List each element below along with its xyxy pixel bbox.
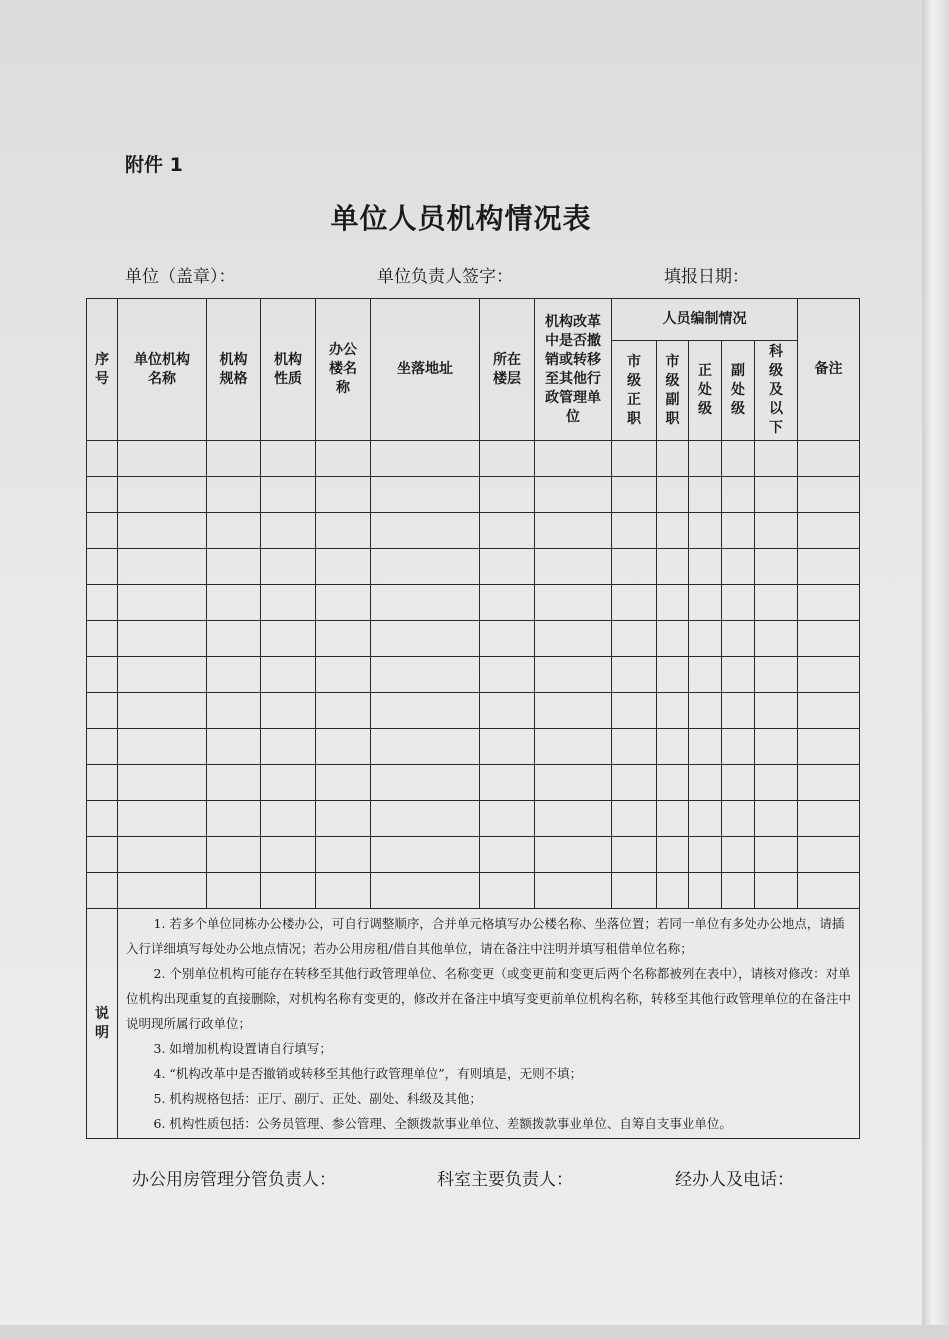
unit-seal-label: 单位（盖章）：	[125, 267, 236, 287]
table-row	[87, 765, 860, 801]
table-cell[interactable]	[371, 621, 480, 657]
table-row	[87, 801, 860, 837]
table-cell[interactable]	[87, 801, 118, 837]
table-cell[interactable]	[207, 693, 261, 729]
table-cell[interactable]	[316, 477, 371, 513]
table-cell[interactable]	[316, 549, 371, 585]
header-remarks: 备注	[798, 299, 860, 441]
table-cell[interactable]	[261, 729, 316, 765]
table-cell[interactable]	[657, 657, 689, 693]
header-address: 坐落地址	[371, 299, 480, 441]
note-item: 5. 机构规格包括：正厅、副厅、正处、副处、科级及其他；	[153, 1091, 482, 1106]
table-cell[interactable]	[689, 621, 722, 657]
table-cell[interactable]	[722, 477, 755, 513]
table-cell[interactable]	[657, 513, 689, 549]
table-cell[interactable]	[87, 837, 118, 873]
note-item: 1. 若多个单位同栋办公楼办公，可自行调整顺序，合并单元格填写办公楼名称、坐落位置；若同一单位有多处办公地点，请插入行详细填写每处办公地点情况；若办公用房租/借自其他单位，请在备注中注明并填写租借单位名称；	[126, 916, 845, 956]
table-cell[interactable]	[755, 513, 798, 549]
table-row	[87, 549, 860, 585]
table-row	[87, 729, 860, 765]
table-cell[interactable]	[118, 513, 207, 549]
table-cell[interactable]	[480, 657, 535, 693]
table-cell[interactable]	[689, 765, 722, 801]
table-cell[interactable]	[261, 477, 316, 513]
table-cell[interactable]	[657, 477, 689, 513]
header-unit-name: 单位机构名称	[118, 299, 207, 441]
table-cell[interactable]	[722, 513, 755, 549]
table-cell[interactable]	[755, 801, 798, 837]
table-cell[interactable]	[316, 837, 371, 873]
table-row	[87, 441, 860, 477]
notes-label: 说明	[87, 909, 118, 1139]
notes-content	[118, 909, 860, 1139]
table-cell[interactable]	[798, 729, 860, 765]
header-floor: 所在楼层	[480, 299, 535, 441]
header-staffing-sub: 正处级	[689, 341, 722, 441]
table-cell[interactable]	[798, 801, 860, 837]
page-title: 单位人员机构情况表	[330, 202, 592, 235]
table-cell[interactable]	[480, 477, 535, 513]
table-cell[interactable]	[118, 477, 207, 513]
table-cell[interactable]	[207, 837, 261, 873]
table-cell[interactable]	[118, 585, 207, 621]
table-row	[87, 873, 860, 909]
table-cell[interactable]	[118, 693, 207, 729]
table-cell[interactable]	[722, 801, 755, 837]
table-cell[interactable]	[612, 513, 657, 549]
table-cell[interactable]	[207, 801, 261, 837]
table-cell[interactable]	[798, 621, 860, 657]
table-cell[interactable]	[798, 549, 860, 585]
table-cell[interactable]	[755, 693, 798, 729]
handler-phone-label: 经办人及电话：	[675, 1170, 794, 1190]
table-cell[interactable]	[316, 621, 371, 657]
table-cell[interactable]	[689, 477, 722, 513]
table-cell[interactable]	[87, 873, 118, 909]
table-cell[interactable]	[612, 837, 657, 873]
paper-bottom-edge	[0, 1325, 949, 1339]
table-cell[interactable]	[612, 657, 657, 693]
table-cell[interactable]	[657, 585, 689, 621]
table-cell[interactable]	[87, 513, 118, 549]
table-cell[interactable]	[755, 729, 798, 765]
table-cell[interactable]	[316, 585, 371, 621]
table-cell[interactable]	[689, 441, 722, 477]
table-cell[interactable]	[118, 729, 207, 765]
header-nature: 机构性质	[261, 299, 316, 441]
table-cell[interactable]	[535, 729, 612, 765]
table-cell[interactable]	[87, 585, 118, 621]
office-manager-label: 办公用房管理分管负责人：	[132, 1170, 336, 1190]
table-cell[interactable]	[612, 621, 657, 657]
table-cell[interactable]	[316, 765, 371, 801]
header-staffing-sub: 市级副职	[657, 341, 689, 441]
table-cell[interactable]	[118, 837, 207, 873]
table-cell[interactable]	[480, 585, 535, 621]
table-cell[interactable]	[612, 477, 657, 513]
table-cell[interactable]	[535, 693, 612, 729]
table-cell[interactable]	[657, 873, 689, 909]
table-cell[interactable]	[480, 549, 535, 585]
table-cell[interactable]	[535, 801, 612, 837]
table-cell[interactable]	[689, 729, 722, 765]
table-cell[interactable]	[261, 513, 316, 549]
table-cell[interactable]	[261, 801, 316, 837]
table-cell[interactable]	[798, 513, 860, 549]
table-cell[interactable]	[689, 585, 722, 621]
table-cell[interactable]	[755, 477, 798, 513]
table-row	[87, 477, 860, 513]
note-item: 4. “机构改革中是否撤销或转移至其他行政管理单位”，有则填是，无则不填；	[153, 1066, 583, 1081]
table-cell[interactable]	[371, 441, 480, 477]
table-cell[interactable]	[657, 621, 689, 657]
table-cell[interactable]	[535, 441, 612, 477]
header-staffing: 人员编制情况	[612, 299, 798, 341]
table-cell[interactable]	[657, 765, 689, 801]
table-cell[interactable]	[612, 585, 657, 621]
table-row	[87, 693, 860, 729]
table-cell[interactable]	[798, 657, 860, 693]
table-cell[interactable]	[480, 873, 535, 909]
table-cell[interactable]	[480, 765, 535, 801]
table-cell[interactable]	[316, 729, 371, 765]
table-cell[interactable]	[261, 585, 316, 621]
table-cell[interactable]	[261, 657, 316, 693]
table-cell[interactable]	[207, 873, 261, 909]
table-cell[interactable]	[118, 873, 207, 909]
table-cell[interactable]	[535, 873, 612, 909]
table-cell[interactable]	[657, 549, 689, 585]
table-cell[interactable]	[798, 765, 860, 801]
table-cell[interactable]	[261, 837, 316, 873]
table-cell[interactable]	[480, 837, 535, 873]
table-cell[interactable]	[612, 801, 657, 837]
table-cell[interactable]	[657, 441, 689, 477]
table-cell[interactable]	[722, 621, 755, 657]
table-cell[interactable]	[316, 693, 371, 729]
table-cell[interactable]	[722, 657, 755, 693]
table-cell[interactable]	[118, 549, 207, 585]
header-staffing-sub: 科级及以下	[755, 341, 798, 441]
table-cell[interactable]	[535, 549, 612, 585]
table-cell[interactable]	[612, 765, 657, 801]
fill-date-label: 填报日期：	[664, 267, 749, 287]
note-item: 3. 如增加机构设置请自行填写；	[153, 1041, 332, 1056]
table-cell[interactable]	[480, 441, 535, 477]
table-cell[interactable]	[207, 585, 261, 621]
table-cell[interactable]	[87, 477, 118, 513]
notes-row	[87, 909, 860, 1139]
table-cell[interactable]	[207, 477, 261, 513]
table-cell[interactable]	[535, 837, 612, 873]
table-cell[interactable]	[87, 657, 118, 693]
table-cell[interactable]	[261, 549, 316, 585]
table-cell[interactable]	[535, 765, 612, 801]
table-cell[interactable]	[755, 621, 798, 657]
table-row	[87, 585, 860, 621]
table-row	[87, 621, 860, 657]
table-cell[interactable]	[755, 441, 798, 477]
table-row	[87, 657, 860, 693]
header-staffing-sub: 市级正职	[612, 341, 657, 441]
table-cell[interactable]	[371, 693, 480, 729]
table-cell[interactable]	[689, 513, 722, 549]
table-cell[interactable]	[371, 873, 480, 909]
table-cell[interactable]	[535, 477, 612, 513]
table-cell[interactable]	[118, 621, 207, 657]
table-cell[interactable]	[87, 549, 118, 585]
table-cell[interactable]	[657, 693, 689, 729]
table-cell[interactable]	[480, 729, 535, 765]
attachment-label: 附件 1	[125, 154, 183, 176]
table-cell[interactable]	[722, 585, 755, 621]
table-cell[interactable]	[87, 729, 118, 765]
table-cell[interactable]	[722, 549, 755, 585]
table-cell[interactable]	[755, 585, 798, 621]
table-cell[interactable]	[316, 801, 371, 837]
table-cell[interactable]	[371, 729, 480, 765]
table-cell[interactable]	[798, 873, 860, 909]
table-cell[interactable]	[207, 513, 261, 549]
table-cell[interactable]	[657, 801, 689, 837]
table-cell[interactable]	[480, 801, 535, 837]
table-cell[interactable]	[316, 873, 371, 909]
table-cell[interactable]	[722, 837, 755, 873]
table-cell[interactable]	[798, 837, 860, 873]
table-cell[interactable]	[535, 513, 612, 549]
unit-head-signature-label: 单位负责人签字：	[377, 267, 513, 287]
table-cell[interactable]	[261, 693, 316, 729]
table-cell[interactable]	[755, 549, 798, 585]
table-cell[interactable]	[480, 621, 535, 657]
table-cell[interactable]	[87, 621, 118, 657]
table-cell[interactable]	[207, 549, 261, 585]
table-cell[interactable]	[261, 621, 316, 657]
table-cell[interactable]	[689, 549, 722, 585]
table-cell[interactable]	[371, 801, 480, 837]
table-cell[interactable]	[689, 873, 722, 909]
table-cell[interactable]	[261, 441, 316, 477]
table-cell[interactable]	[755, 873, 798, 909]
table-cell[interactable]	[87, 693, 118, 729]
header-reform: 机构改革中是否撤销或转移至其他行政管理单位	[535, 299, 612, 441]
table-row	[87, 513, 860, 549]
table-cell[interactable]	[535, 621, 612, 657]
table-cell[interactable]	[207, 621, 261, 657]
table-cell[interactable]	[689, 693, 722, 729]
table-cell[interactable]	[612, 441, 657, 477]
table-cell[interactable]	[371, 657, 480, 693]
table-cell[interactable]	[316, 441, 371, 477]
table-cell[interactable]	[798, 441, 860, 477]
table-cell[interactable]	[535, 585, 612, 621]
table-cell[interactable]	[207, 729, 261, 765]
table-cell[interactable]	[261, 765, 316, 801]
table-cell[interactable]	[87, 765, 118, 801]
table-cell[interactable]	[657, 837, 689, 873]
table-cell[interactable]	[118, 441, 207, 477]
table-cell[interactable]	[207, 441, 261, 477]
table-cell[interactable]	[480, 693, 535, 729]
table-cell[interactable]	[480, 513, 535, 549]
table-cell[interactable]	[612, 729, 657, 765]
table-cell[interactable]	[722, 693, 755, 729]
table-cell[interactable]	[207, 657, 261, 693]
table-cell[interactable]	[316, 657, 371, 693]
paper-stack-edge	[922, 0, 949, 1339]
table-cell[interactable]	[612, 549, 657, 585]
table-cell[interactable]	[689, 801, 722, 837]
table-cell[interactable]	[689, 837, 722, 873]
staff-organization-table	[86, 298, 860, 1139]
table-cell[interactable]	[798, 693, 860, 729]
table-cell[interactable]	[722, 765, 755, 801]
table-cell[interactable]	[371, 477, 480, 513]
table-cell[interactable]	[261, 873, 316, 909]
table-cell[interactable]	[612, 693, 657, 729]
table-cell[interactable]	[316, 513, 371, 549]
table-cell[interactable]	[657, 729, 689, 765]
table-cell[interactable]	[371, 765, 480, 801]
table-cell[interactable]	[612, 873, 657, 909]
table-cell[interactable]	[755, 765, 798, 801]
table-cell[interactable]	[798, 477, 860, 513]
table-cell[interactable]	[371, 837, 480, 873]
header-seq: 序号	[87, 299, 118, 441]
table-cell[interactable]	[118, 765, 207, 801]
note-item: 6. 机构性质包括：公务员管理、参公管理、全额拨款事业单位、差额拨款事业单位、自筹自支事业单位。	[153, 1116, 732, 1131]
table-cell[interactable]	[689, 657, 722, 693]
table-cell[interactable]	[371, 549, 480, 585]
header-staffing-sub: 副处级	[722, 341, 755, 441]
note-item: 2. 个别单位机构可能存在转移至其他行政管理单位、名称变更（或变更前和变更后两个名称都被列在表中），请核对修改：对单位机构出现重复的直接删除，对机构名称有变更的，修改并在备注中填写变更前单位机构名称，转移至其他行政管理单位的在备注中说明现所属行政单位；	[126, 966, 852, 1031]
table-cell[interactable]	[722, 873, 755, 909]
table-cell[interactable]	[371, 585, 480, 621]
table-cell[interactable]	[87, 441, 118, 477]
table-cell[interactable]	[207, 765, 261, 801]
table-cell[interactable]	[722, 729, 755, 765]
table-cell[interactable]	[722, 441, 755, 477]
header-spec: 机构规格	[207, 299, 261, 441]
table-cell[interactable]	[798, 585, 860, 621]
table-cell[interactable]	[535, 657, 612, 693]
table-cell[interactable]	[755, 837, 798, 873]
table-cell[interactable]	[118, 657, 207, 693]
header-building: 办公楼名称	[316, 299, 371, 441]
table-cell[interactable]	[371, 513, 480, 549]
table-row	[87, 837, 860, 873]
section-head-label: 科室主要负责人：	[437, 1170, 573, 1190]
table-cell[interactable]	[118, 801, 207, 837]
table-cell[interactable]	[755, 657, 798, 693]
